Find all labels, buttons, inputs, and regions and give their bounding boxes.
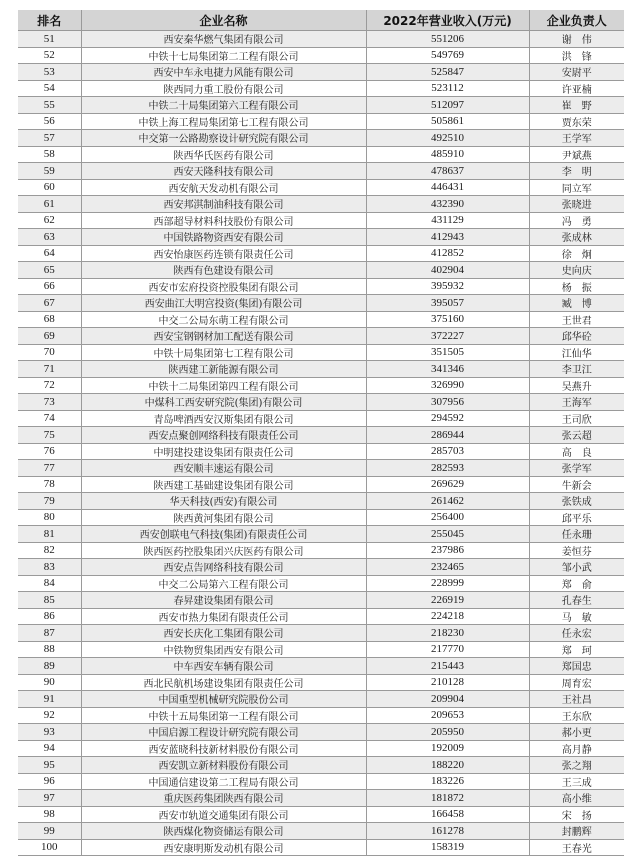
rank-cell: 70 (18, 344, 81, 361)
table-row (18, 608, 624, 625)
company-cell: 西安蓝晓科技新材料股份有限公司 (81, 740, 366, 757)
revenue-cell: 256400 (366, 509, 529, 526)
rank-cell: 95 (18, 757, 81, 774)
company-cell: 华天科技(西安)有限公司 (81, 493, 366, 510)
table-row (18, 707, 624, 724)
table-row (18, 806, 624, 823)
table-row (18, 394, 624, 411)
leader-cell: 张之翔 (529, 757, 624, 774)
rank-cell: 91 (18, 691, 81, 708)
leader-cell: 张学军 (529, 460, 624, 477)
ranking-table-container (18, 10, 624, 856)
leader-cell: 冯 勇 (529, 212, 624, 229)
revenue-cell: 492510 (366, 130, 529, 147)
leader-cell: 邹小武 (529, 559, 624, 576)
rank-cell: 97 (18, 790, 81, 807)
company-cell: 陕西华氏医药有限公司 (81, 146, 366, 163)
table-row (18, 559, 624, 576)
leader-cell: 封鹏辉 (529, 823, 624, 840)
revenue-cell: 181872 (366, 790, 529, 807)
rank-cell: 64 (18, 245, 81, 262)
table-row (18, 410, 624, 427)
revenue-cell: 218230 (366, 625, 529, 642)
revenue-cell: 237986 (366, 542, 529, 559)
table-row (18, 377, 624, 394)
company-cell: 中煤科工西安研究院(集团)有限公司 (81, 394, 366, 411)
leader-cell: 王世君 (529, 311, 624, 328)
leader-cell: 徐 炯 (529, 245, 624, 262)
company-cell: 中铁十局集团第七工程有限公司 (81, 344, 366, 361)
leader-cell: 许亚楠 (529, 80, 624, 97)
revenue-cell: 209653 (366, 707, 529, 724)
leader-cell: 任永宏 (529, 625, 624, 642)
leader-cell: 郑国忠 (529, 658, 624, 675)
company-cell: 陕西煤化物资储运有限公司 (81, 823, 366, 840)
leader-cell: 同立军 (529, 179, 624, 196)
table-row (18, 460, 624, 477)
revenue-cell: 525847 (366, 64, 529, 81)
revenue-cell: 549769 (366, 47, 529, 64)
table-row (18, 740, 624, 757)
table-row (18, 212, 624, 229)
revenue-cell: 205950 (366, 724, 529, 741)
leader-cell: 王社昌 (529, 691, 624, 708)
revenue-cell: 226919 (366, 592, 529, 609)
leader-cell: 张云超 (529, 427, 624, 444)
rank-cell: 69 (18, 328, 81, 345)
company-cell: 陕西建工基础建设集团有限公司 (81, 476, 366, 493)
rank-cell: 82 (18, 542, 81, 559)
table-row (18, 163, 624, 180)
revenue-cell: 215443 (366, 658, 529, 675)
rank-cell: 54 (18, 80, 81, 97)
rank-cell: 75 (18, 427, 81, 444)
rank-cell: 85 (18, 592, 81, 609)
revenue-cell: 326990 (366, 377, 529, 394)
revenue-cell: 446431 (366, 179, 529, 196)
leader-cell: 贾东荣 (529, 113, 624, 130)
revenue-cell: 402904 (366, 262, 529, 279)
rank-cell: 58 (18, 146, 81, 163)
rank-cell: 80 (18, 509, 81, 526)
rank-cell: 81 (18, 526, 81, 543)
revenue-cell: 232465 (366, 559, 529, 576)
leader-cell: 李卫江 (529, 361, 624, 378)
leader-cell: 洪 锋 (529, 47, 624, 64)
leader-cell: 高小维 (529, 790, 624, 807)
rank-cell: 86 (18, 608, 81, 625)
leader-cell: 吴燕升 (529, 377, 624, 394)
rank-cell: 88 (18, 641, 81, 658)
company-cell: 西安航天发动机有限公司 (81, 179, 366, 196)
rank-cell: 53 (18, 64, 81, 81)
leader-cell: 史向庆 (529, 262, 624, 279)
company-cell: 西安秦华燃气集团有限公司 (81, 31, 366, 48)
rank-cell: 92 (18, 707, 81, 724)
table-row (18, 839, 624, 856)
company-cell: 中交第一公路勘察设计研究院有限公司 (81, 130, 366, 147)
revenue-cell: 412852 (366, 245, 529, 262)
revenue-cell: 209904 (366, 691, 529, 708)
table-row (18, 542, 624, 559)
table-row (18, 476, 624, 493)
table-row (18, 427, 624, 444)
leader-cell: 姜恒芬 (529, 542, 624, 559)
revenue-cell: 269629 (366, 476, 529, 493)
rank-cell: 57 (18, 130, 81, 147)
table-row (18, 641, 624, 658)
leader-cell: 崔 野 (529, 97, 624, 114)
table-row (18, 674, 624, 691)
revenue-cell: 395932 (366, 278, 529, 295)
company-cell: 陕西黄河集团有限公司 (81, 509, 366, 526)
table-row (18, 361, 624, 378)
rank-cell: 63 (18, 229, 81, 246)
revenue-cell: 432390 (366, 196, 529, 213)
company-cell: 中国启源工程设计研究院有限公司 (81, 724, 366, 741)
rank-cell: 60 (18, 179, 81, 196)
rank-cell: 74 (18, 410, 81, 427)
rank-cell: 65 (18, 262, 81, 279)
table-row (18, 575, 624, 592)
table-row (18, 509, 624, 526)
leader-cell: 宋 扬 (529, 806, 624, 823)
table-row (18, 823, 624, 840)
rank-cell: 56 (18, 113, 81, 130)
leader-cell: 杨 振 (529, 278, 624, 295)
company-cell: 西安宝钢钢材加工配送有限公司 (81, 328, 366, 345)
company-cell: 西安市热力集团有限责任公司 (81, 608, 366, 625)
rank-cell: 78 (18, 476, 81, 493)
rank-cell: 83 (18, 559, 81, 576)
company-cell: 西安点聚创网络科技有限责任公司 (81, 427, 366, 444)
leader-cell: 高月静 (529, 740, 624, 757)
leader-cell: 郑 俞 (529, 575, 624, 592)
leader-cell: 王东欣 (529, 707, 624, 724)
table-row (18, 691, 624, 708)
revenue-cell: 431129 (366, 212, 529, 229)
header-row (18, 10, 624, 31)
company-cell: 西安康明斯发动机有限公司 (81, 839, 366, 856)
company-cell: 西安邦淇制油科技有限公司 (81, 196, 366, 213)
leader-cell: 高 良 (529, 443, 624, 460)
leader-cell: 郑 珂 (529, 641, 624, 658)
table-row (18, 311, 624, 328)
table-row (18, 229, 624, 246)
leader-cell: 王海军 (529, 394, 624, 411)
company-cell: 中铁十五局集团第一工程有限公司 (81, 707, 366, 724)
revenue-cell: 351505 (366, 344, 529, 361)
company-cell: 中铁上海工程局集团第七工程有限公司 (81, 113, 366, 130)
leader-cell: 孔春生 (529, 592, 624, 609)
rank-cell: 76 (18, 443, 81, 460)
leader-cell: 郝小更 (529, 724, 624, 741)
revenue-cell: 285703 (366, 443, 529, 460)
leader-cell: 张铁成 (529, 493, 624, 510)
company-cell: 中国通信建设第二工程局有限公司 (81, 773, 366, 790)
leader-cell: 王学军 (529, 130, 624, 147)
table-row (18, 493, 624, 510)
table-row (18, 97, 624, 114)
company-cell: 西安天隆科技有限公司 (81, 163, 366, 180)
company-cell: 中国重型机械研究院股份公司 (81, 691, 366, 708)
company-cell: 中铁物贸集团西安有限公司 (81, 641, 366, 658)
rank-cell: 68 (18, 311, 81, 328)
table-row (18, 262, 624, 279)
revenue-cell: 294592 (366, 410, 529, 427)
rank-cell: 84 (18, 575, 81, 592)
company-cell: 青岛啤酒西安汉斯集团有限公司 (81, 410, 366, 427)
revenue-cell: 224218 (366, 608, 529, 625)
revenue-cell: 485910 (366, 146, 529, 163)
company-cell: 西安市轨道交通集团有限公司 (81, 806, 366, 823)
table-row (18, 757, 624, 774)
rank-cell: 71 (18, 361, 81, 378)
table-body (18, 31, 624, 856)
table-row (18, 64, 624, 81)
company-cell: 西部超导材料科技股份有限公司 (81, 212, 366, 229)
company-cell: 中国铁路物资西安有限公司 (81, 229, 366, 246)
table-header (18, 10, 624, 31)
leader-cell: 王春光 (529, 839, 624, 856)
table-row (18, 592, 624, 609)
rank-cell: 94 (18, 740, 81, 757)
revenue-cell: 161278 (366, 823, 529, 840)
table-row (18, 724, 624, 741)
table-row (18, 196, 624, 213)
table-row (18, 328, 624, 345)
leader-cell: 周育宏 (529, 674, 624, 691)
header-rank: 排名 (18, 10, 81, 31)
rank-cell: 79 (18, 493, 81, 510)
table-row (18, 278, 624, 295)
revenue-cell: 395057 (366, 295, 529, 312)
revenue-cell: 261462 (366, 493, 529, 510)
rank-cell: 90 (18, 674, 81, 691)
table-row (18, 295, 624, 312)
company-cell: 中铁十二局集团第四工程有限公司 (81, 377, 366, 394)
table-row (18, 443, 624, 460)
revenue-cell: 307956 (366, 394, 529, 411)
revenue-cell: 183226 (366, 773, 529, 790)
company-cell: 中车西安车辆有限公司 (81, 658, 366, 675)
company-cell: 西安凯立新材料股份有限公司 (81, 757, 366, 774)
revenue-cell: 255045 (366, 526, 529, 543)
header-company: 企业名称 (81, 10, 366, 31)
table-row (18, 773, 624, 790)
revenue-cell: 217770 (366, 641, 529, 658)
rank-cell: 67 (18, 295, 81, 312)
rank-cell: 77 (18, 460, 81, 477)
leader-cell: 张成林 (529, 229, 624, 246)
table-row (18, 625, 624, 642)
revenue-cell: 166458 (366, 806, 529, 823)
leader-cell: 王三成 (529, 773, 624, 790)
rank-cell: 98 (18, 806, 81, 823)
table-row (18, 113, 624, 130)
company-cell: 西安点告网络科技有限公司 (81, 559, 366, 576)
revenue-cell: 478637 (366, 163, 529, 180)
company-cell: 重庆医药集团陕西有限公司 (81, 790, 366, 807)
revenue-cell: 523112 (366, 80, 529, 97)
revenue-cell: 286944 (366, 427, 529, 444)
company-cell: 陕西有色建设有限公司 (81, 262, 366, 279)
revenue-cell: 210128 (366, 674, 529, 691)
company-cell: 陕西医药控股集团兴庆医药有限公司 (81, 542, 366, 559)
table-row (18, 179, 624, 196)
company-cell: 西安中车永电捷力风能有限公司 (81, 64, 366, 81)
rank-cell: 72 (18, 377, 81, 394)
header-revenue: 2022年营业收入(万元) (366, 10, 529, 31)
table-row (18, 47, 624, 64)
table-row (18, 790, 624, 807)
revenue-cell: 192009 (366, 740, 529, 757)
rank-cell: 89 (18, 658, 81, 675)
company-cell: 西安顺丰速运有限公司 (81, 460, 366, 477)
company-cell: 西北民航机场建设集团有限责任公司 (81, 674, 366, 691)
revenue-cell: 228999 (366, 575, 529, 592)
company-cell: 西安曲江大明宫投资(集团)有限公司 (81, 295, 366, 312)
table-row (18, 658, 624, 675)
company-cell: 春昇建设集团有限公司 (81, 592, 366, 609)
rank-cell: 100 (18, 839, 81, 856)
leader-cell: 臧 博 (529, 295, 624, 312)
leader-cell: 安尉平 (529, 64, 624, 81)
company-cell: 陕西建工新能源有限公司 (81, 361, 366, 378)
leader-cell: 谢 伟 (529, 31, 624, 48)
rank-cell: 73 (18, 394, 81, 411)
leader-cell: 邱华砼 (529, 328, 624, 345)
leader-cell: 李 明 (529, 163, 624, 180)
rank-cell: 93 (18, 724, 81, 741)
revenue-cell: 341346 (366, 361, 529, 378)
rank-cell: 61 (18, 196, 81, 213)
company-cell: 中铁二十局集团第六工程有限公司 (81, 97, 366, 114)
company-cell: 中交二公局东萌工程有限公司 (81, 311, 366, 328)
rank-cell: 55 (18, 97, 81, 114)
rank-cell: 51 (18, 31, 81, 48)
rank-cell: 66 (18, 278, 81, 295)
table-row (18, 245, 624, 262)
rank-cell: 99 (18, 823, 81, 840)
leader-cell: 江仙华 (529, 344, 624, 361)
table-row (18, 526, 624, 543)
ranking-table (18, 10, 624, 856)
rank-cell: 62 (18, 212, 81, 229)
rank-cell: 59 (18, 163, 81, 180)
company-cell: 中铁十七局集团第二工程有限公司 (81, 47, 366, 64)
leader-cell: 邱平乐 (529, 509, 624, 526)
table-row (18, 80, 624, 97)
leader-cell: 尹斌燕 (529, 146, 624, 163)
revenue-cell: 158319 (366, 839, 529, 856)
table-row (18, 146, 624, 163)
revenue-cell: 412943 (366, 229, 529, 246)
company-cell: 西安怡康医药连锁有限责任公司 (81, 245, 366, 262)
leader-cell: 马 敏 (529, 608, 624, 625)
revenue-cell: 282593 (366, 460, 529, 477)
leader-cell: 任永珊 (529, 526, 624, 543)
table-row (18, 130, 624, 147)
rank-cell: 96 (18, 773, 81, 790)
company-cell: 陕西同力重工股份有限公司 (81, 80, 366, 97)
company-cell: 中明建投建设集团有限责任公司 (81, 443, 366, 460)
revenue-cell: 512097 (366, 97, 529, 114)
table-row (18, 344, 624, 361)
rank-cell: 87 (18, 625, 81, 642)
leader-cell: 张晓进 (529, 196, 624, 213)
revenue-cell: 372227 (366, 328, 529, 345)
revenue-cell: 551206 (366, 31, 529, 48)
company-cell: 西安创联电气科技(集团)有限责任公司 (81, 526, 366, 543)
company-cell: 西安长庆化工集团有限公司 (81, 625, 366, 642)
leader-cell: 王司欣 (529, 410, 624, 427)
revenue-cell: 188220 (366, 757, 529, 774)
header-leader: 企业负责人 (529, 10, 624, 31)
table-row (18, 31, 624, 48)
company-cell: 西安市宏府投资控股集团有限公司 (81, 278, 366, 295)
company-cell: 中交二公局第六工程有限公司 (81, 575, 366, 592)
rank-cell: 52 (18, 47, 81, 64)
leader-cell: 牛新会 (529, 476, 624, 493)
revenue-cell: 505861 (366, 113, 529, 130)
revenue-cell: 375160 (366, 311, 529, 328)
